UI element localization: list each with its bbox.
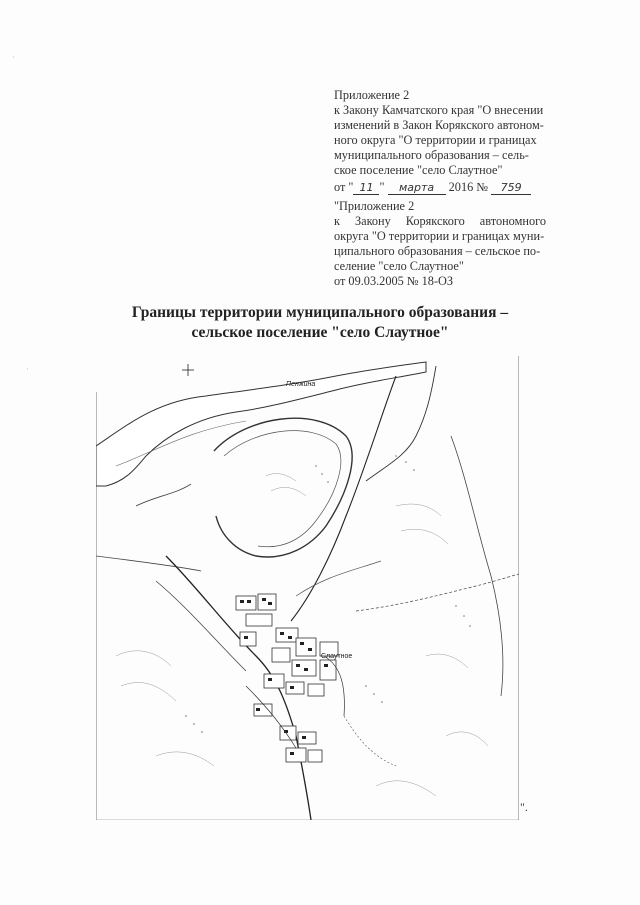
river-arm xyxy=(136,484,191,506)
header-line: от 09.03.2005 № 18-ОЗ xyxy=(334,274,454,288)
relief-dots xyxy=(185,455,471,733)
title-line: сельское поселение "село Слаутное" xyxy=(191,324,449,341)
river-main xyxy=(96,362,426,486)
header-line: Приложение 2 xyxy=(334,88,410,102)
header-line: к Закону Корякского автономного xyxy=(334,214,546,228)
header-line: селение "село Слаутное" xyxy=(334,259,464,273)
handwritten-day: 11 xyxy=(353,182,379,195)
street xyxy=(344,716,396,766)
header-line: "Приложение 2 xyxy=(334,199,415,213)
block xyxy=(296,638,316,656)
handwritten-month: марта xyxy=(388,182,446,195)
header-line: изменений в Закон Корякского автоном- xyxy=(334,118,544,132)
boundary-road xyxy=(291,376,396,621)
block xyxy=(264,674,284,688)
block xyxy=(272,648,290,662)
road-north xyxy=(366,366,436,481)
date-line xyxy=(334,180,544,195)
block xyxy=(236,596,256,610)
block xyxy=(308,750,322,762)
document-title xyxy=(80,303,560,343)
header-line: округа "О территории и границах муни- xyxy=(334,229,545,243)
territory-map xyxy=(96,356,519,820)
river-arm-2 xyxy=(96,556,201,571)
header-line: к Закону Камчатского края "О внесении xyxy=(334,103,544,117)
title-line: Границы территории муниципального образования – xyxy=(131,304,509,321)
handwritten-number: 759 xyxy=(491,182,531,195)
amendment-header xyxy=(334,88,544,195)
closing-quote: ". xyxy=(520,800,528,814)
scan-artifact: · xyxy=(12,52,15,62)
date-prefix: от " xyxy=(334,180,354,194)
river-label: Пенжина xyxy=(286,381,316,388)
block xyxy=(286,682,304,694)
block xyxy=(246,614,272,626)
header-line: ское поселение "село Слаутное" xyxy=(334,163,503,177)
header-line: ного округа "О территории и границах xyxy=(334,133,537,147)
block xyxy=(286,748,306,762)
scan-artifact: · xyxy=(26,364,29,374)
block xyxy=(320,660,336,680)
crosshair-marker xyxy=(182,364,194,376)
block xyxy=(308,684,324,696)
creek-east xyxy=(451,436,503,696)
date-year: 2016 № xyxy=(448,180,489,194)
village-label: Слаутное xyxy=(321,653,353,660)
header-line: ципального образования – сельское по- xyxy=(334,244,541,258)
block xyxy=(298,732,316,744)
original-appendix-header xyxy=(334,199,546,289)
block xyxy=(276,628,298,642)
header-line: муниципального образования – сель- xyxy=(334,148,529,162)
date-mid: " xyxy=(379,180,385,194)
block xyxy=(258,594,276,610)
settlement-blocks xyxy=(236,594,338,762)
track-mid xyxy=(296,561,381,596)
